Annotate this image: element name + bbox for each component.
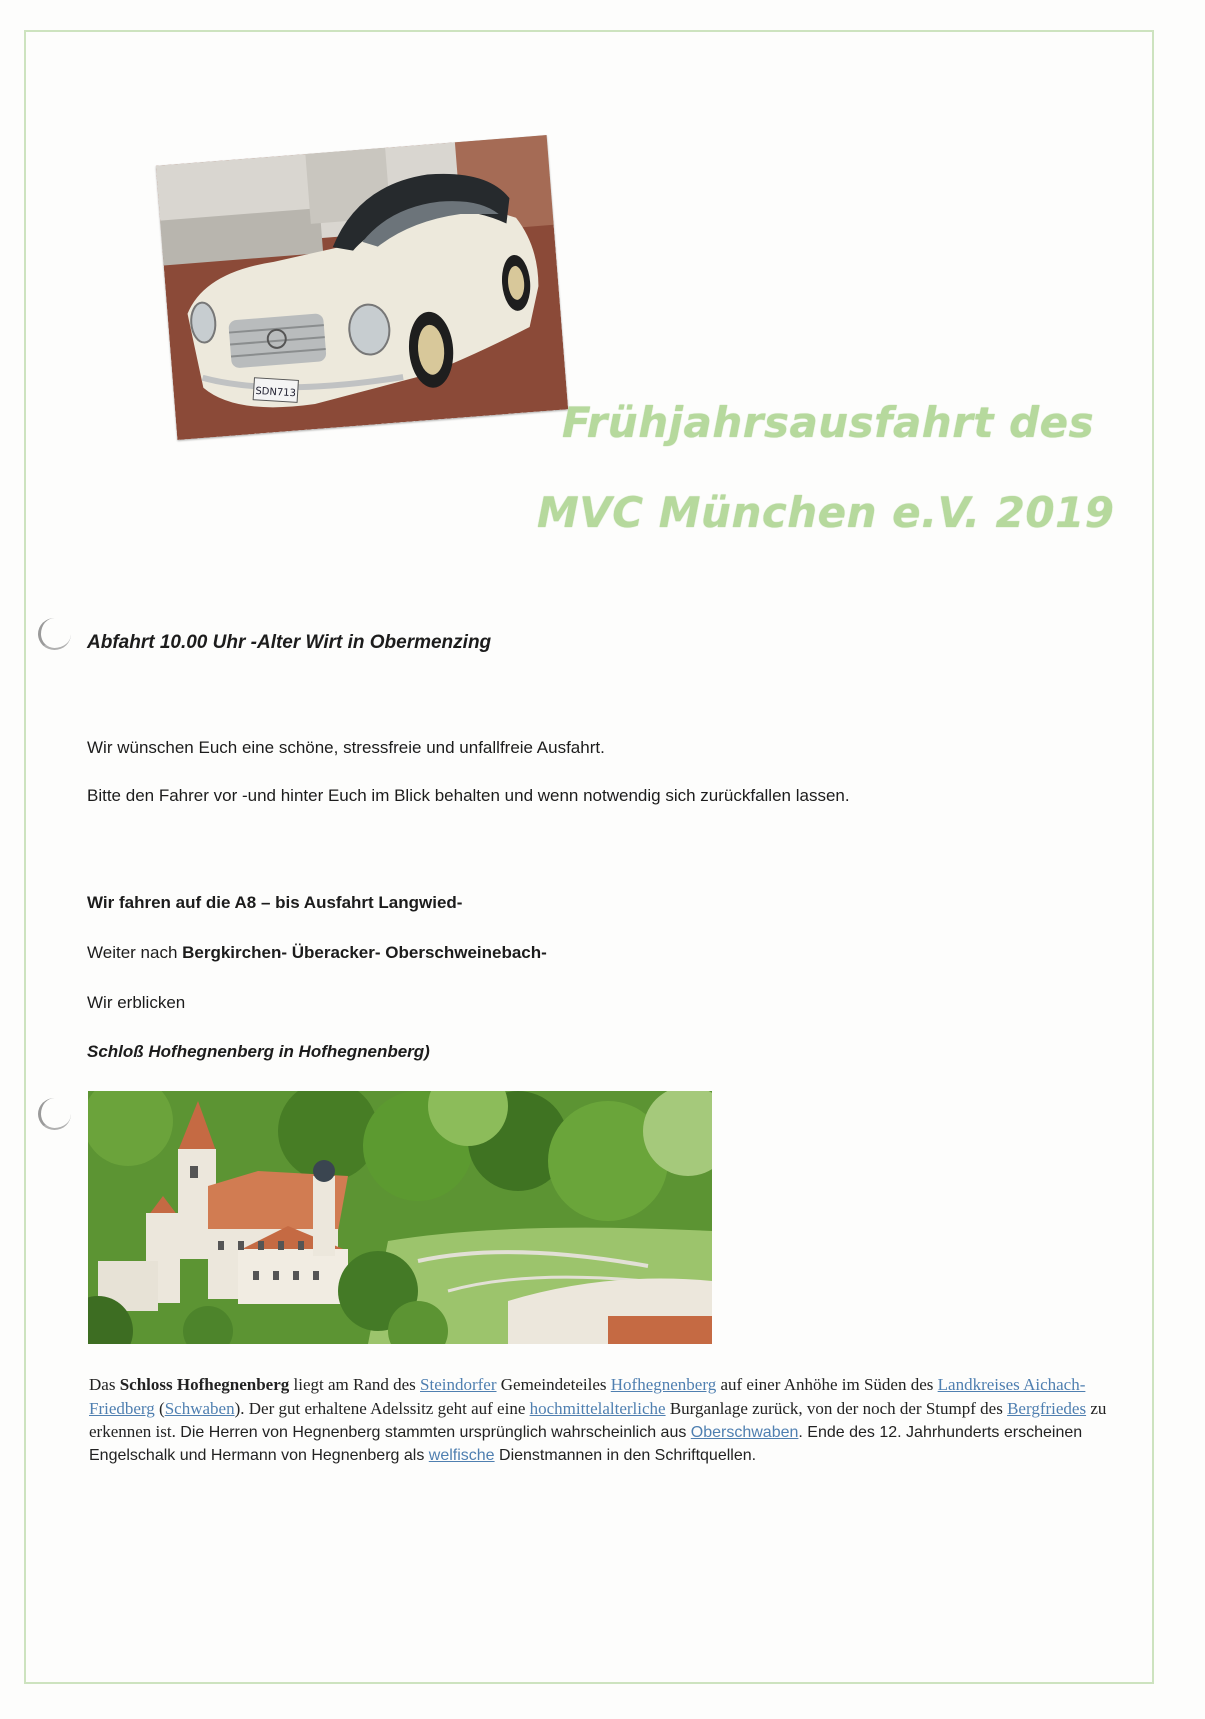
title-line-1: Frühjahrsausfahrt des [562, 398, 1095, 447]
desc-text-10: . Ende des 12. Jahrhunderts erscheinen Engelschalk und Hermann von Hegnenberg als [89, 1424, 1083, 1464]
route-line-3: Wir erblicken [87, 993, 186, 1012]
license-plate: SDN713 [255, 385, 297, 400]
desc-text-9: Die Herren von Hegnenberg stammten ursprünglich wahrscheinlich aus [175, 1424, 691, 1441]
link-bergfriedes[interactable]: Bergfriedes [1007, 1398, 1087, 1418]
link-welfische[interactable]: welfische [428, 1446, 495, 1464]
castle-description [89, 1374, 1107, 1467]
desc-text-5: ( [154, 1398, 165, 1418]
desc-text-8: zu erkennen ist. [89, 1398, 1107, 1441]
route-places: Bergkirchen- Überacker- Oberschweinebach- [182, 943, 547, 962]
title-line-2: MVC München e.V. 2019 [537, 488, 1115, 537]
route-line-2 [87, 943, 547, 963]
punch-hole-top [38, 618, 71, 650]
desc-text-2: liegt am Rand des [289, 1375, 421, 1394]
driver-note: Bitte den Fahrer vor -und hinter Euch im Blick behalten und wenn notwendig sich zurückfallen lassen. [87, 786, 850, 805]
departure-info: Abfahrt 10.00 Uhr -Alter Wirt in Obermenzing [87, 632, 492, 653]
desc-castle-name: Schloss Hofhegnenberg [119, 1375, 290, 1394]
desc-text-11: Dienstmannen in den Schriftquellen. [494, 1446, 757, 1464]
punch-hole-bottom [38, 1098, 71, 1130]
link-hochmittelalterliche[interactable]: hochmittelalterliche [529, 1398, 666, 1418]
route-line-1: Wir fahren auf die A8 – bis Ausfahrt Langwied- [87, 893, 463, 912]
desc-text-4: auf einer Anhöhe im Süden des [716, 1375, 938, 1394]
link-steindorfer[interactable]: Steindorfer [420, 1375, 497, 1394]
desc-text-3: Gemeindeteiles [496, 1375, 611, 1394]
link-oberschwaben[interactable]: Oberschwaben [690, 1424, 799, 1441]
link-landkreis[interactable]: Landkreises Aichach-Friedberg [89, 1375, 1086, 1418]
link-hofhegnenberg[interactable]: Hofhegnenberg [610, 1375, 717, 1394]
car-photo [156, 135, 568, 440]
desc-text-6: ). Der gut erhaltene Adelssitz geht auf eine [234, 1398, 530, 1418]
desc-text-1: Das [89, 1375, 120, 1394]
desc-text-7: Burganlage zurück, von der noch der Stumpf des [665, 1398, 1008, 1418]
wish-text: Wir wünschen Euch eine schöne, stressfreie und unfallfreie Ausfahrt. [87, 738, 605, 757]
route-prefix: Weiter nach [87, 943, 183, 962]
link-schwaben[interactable]: Schwaben [164, 1398, 235, 1418]
castle-heading: Schloß Hofhegnenberg in Hofhegnenberg) [87, 1042, 430, 1061]
castle-photo [88, 1091, 712, 1344]
